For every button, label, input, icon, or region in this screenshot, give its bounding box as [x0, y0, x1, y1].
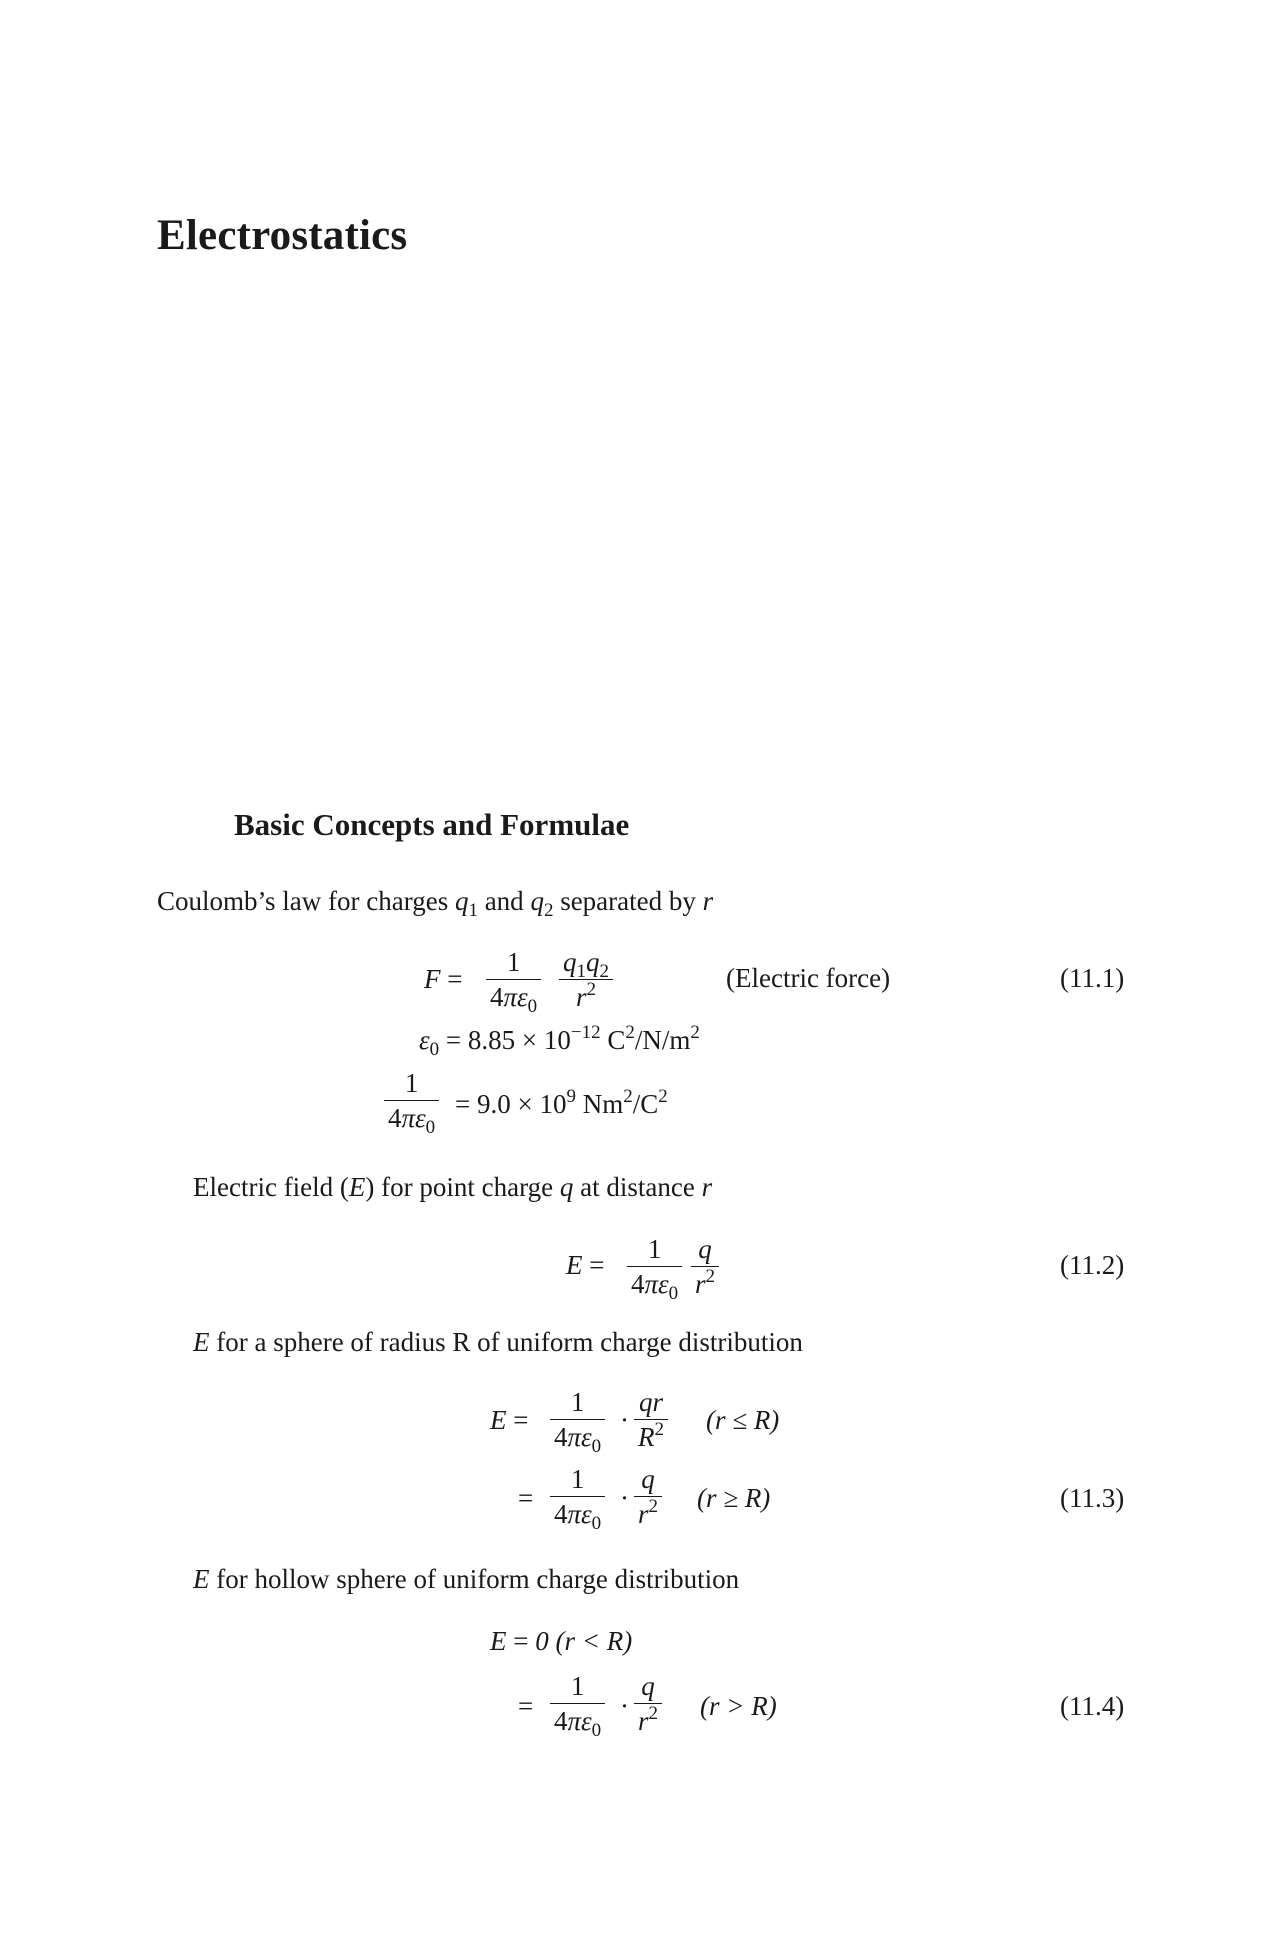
fraction-q-over-r2: q $r^2$ — [634, 1669, 662, 1738]
hollow-sphere-intro: E for hollow sphere of uniform charge distribution — [193, 1564, 740, 1594]
electric-force-label: (Electric force) — [726, 963, 891, 993]
fraction-q-over-r2: q $r^2$ — [634, 1462, 662, 1531]
equation-number-11-2: (11.2) — [1060, 1250, 1125, 1280]
equals-sign: = — [518, 1691, 534, 1721]
fraction-one-over-4pi-eps0: 1 $4\pi\varepsilon_0$ — [627, 1232, 682, 1301]
sphere-field-lhs: E = — [490, 1405, 529, 1435]
hollow-field-inside: E = 0 (r < R) — [490, 1626, 633, 1656]
dot-operator: · — [620, 1691, 629, 1721]
dot-operator: · — [620, 1405, 629, 1435]
condition-outside: (r > R) — [700, 1691, 777, 1721]
dot-operator: · — [620, 1483, 629, 1513]
fraction-one-over-4pi-eps0: 1 $4\pi\varepsilon_0$ — [550, 1669, 605, 1738]
equation-number-11-1: (11.1) — [1060, 963, 1125, 993]
equation-number-11-3: (11.3) — [1060, 1483, 1125, 1513]
condition-outside: (r ≥ R) — [697, 1483, 771, 1513]
solid-sphere-intro: E for a sphere of radius R of uniform charge distribution — [193, 1327, 803, 1357]
chapter-title: Electrostatics — [157, 212, 408, 259]
section-title: Basic Concepts and Formulae — [234, 807, 630, 842]
equation-number-11-4: (11.4) — [1060, 1691, 1125, 1721]
field-lhs: E = — [566, 1250, 605, 1280]
fraction-q1q2-over-r2: $q_1q_2$ $r^2$ — [559, 945, 613, 1014]
condition-inside: (r ≤ R) — [706, 1405, 780, 1435]
coulomb-intro: Coulomb’s law for charges $q_1$ and $q_2$ separated by r — [157, 886, 714, 921]
fraction-one-over-4pi-eps0: 1 $4\pi\varepsilon_0$ — [384, 1066, 439, 1135]
coulomb-constant-value: = $9.0 \times 10^9$ $Nm^2/C^2$ — [455, 1086, 668, 1119]
point-charge-intro: Electric field (E) for point charge q at distance r — [193, 1172, 713, 1202]
equals-sign: = — [518, 1483, 534, 1513]
fraction-one-over-4pi-eps0: 1 $4\pi\varepsilon_0$ — [550, 1385, 605, 1454]
fraction-one-over-4pi-eps0: 1 $4\pi\varepsilon_0$ — [550, 1462, 605, 1531]
epsilon0-value: $\varepsilon_0 = 8.85 \times 10^{-12}$ $C^2/N/m^2$ — [419, 1022, 700, 1060]
force-lhs: F = — [424, 964, 463, 994]
fraction-qr-over-R2: qr $R^2$ — [634, 1385, 668, 1454]
fraction-q-over-r2: q $r^2$ — [691, 1232, 719, 1301]
fraction-one-over-4pi-eps0: 1 $4\pi\varepsilon_0$ — [486, 945, 541, 1014]
